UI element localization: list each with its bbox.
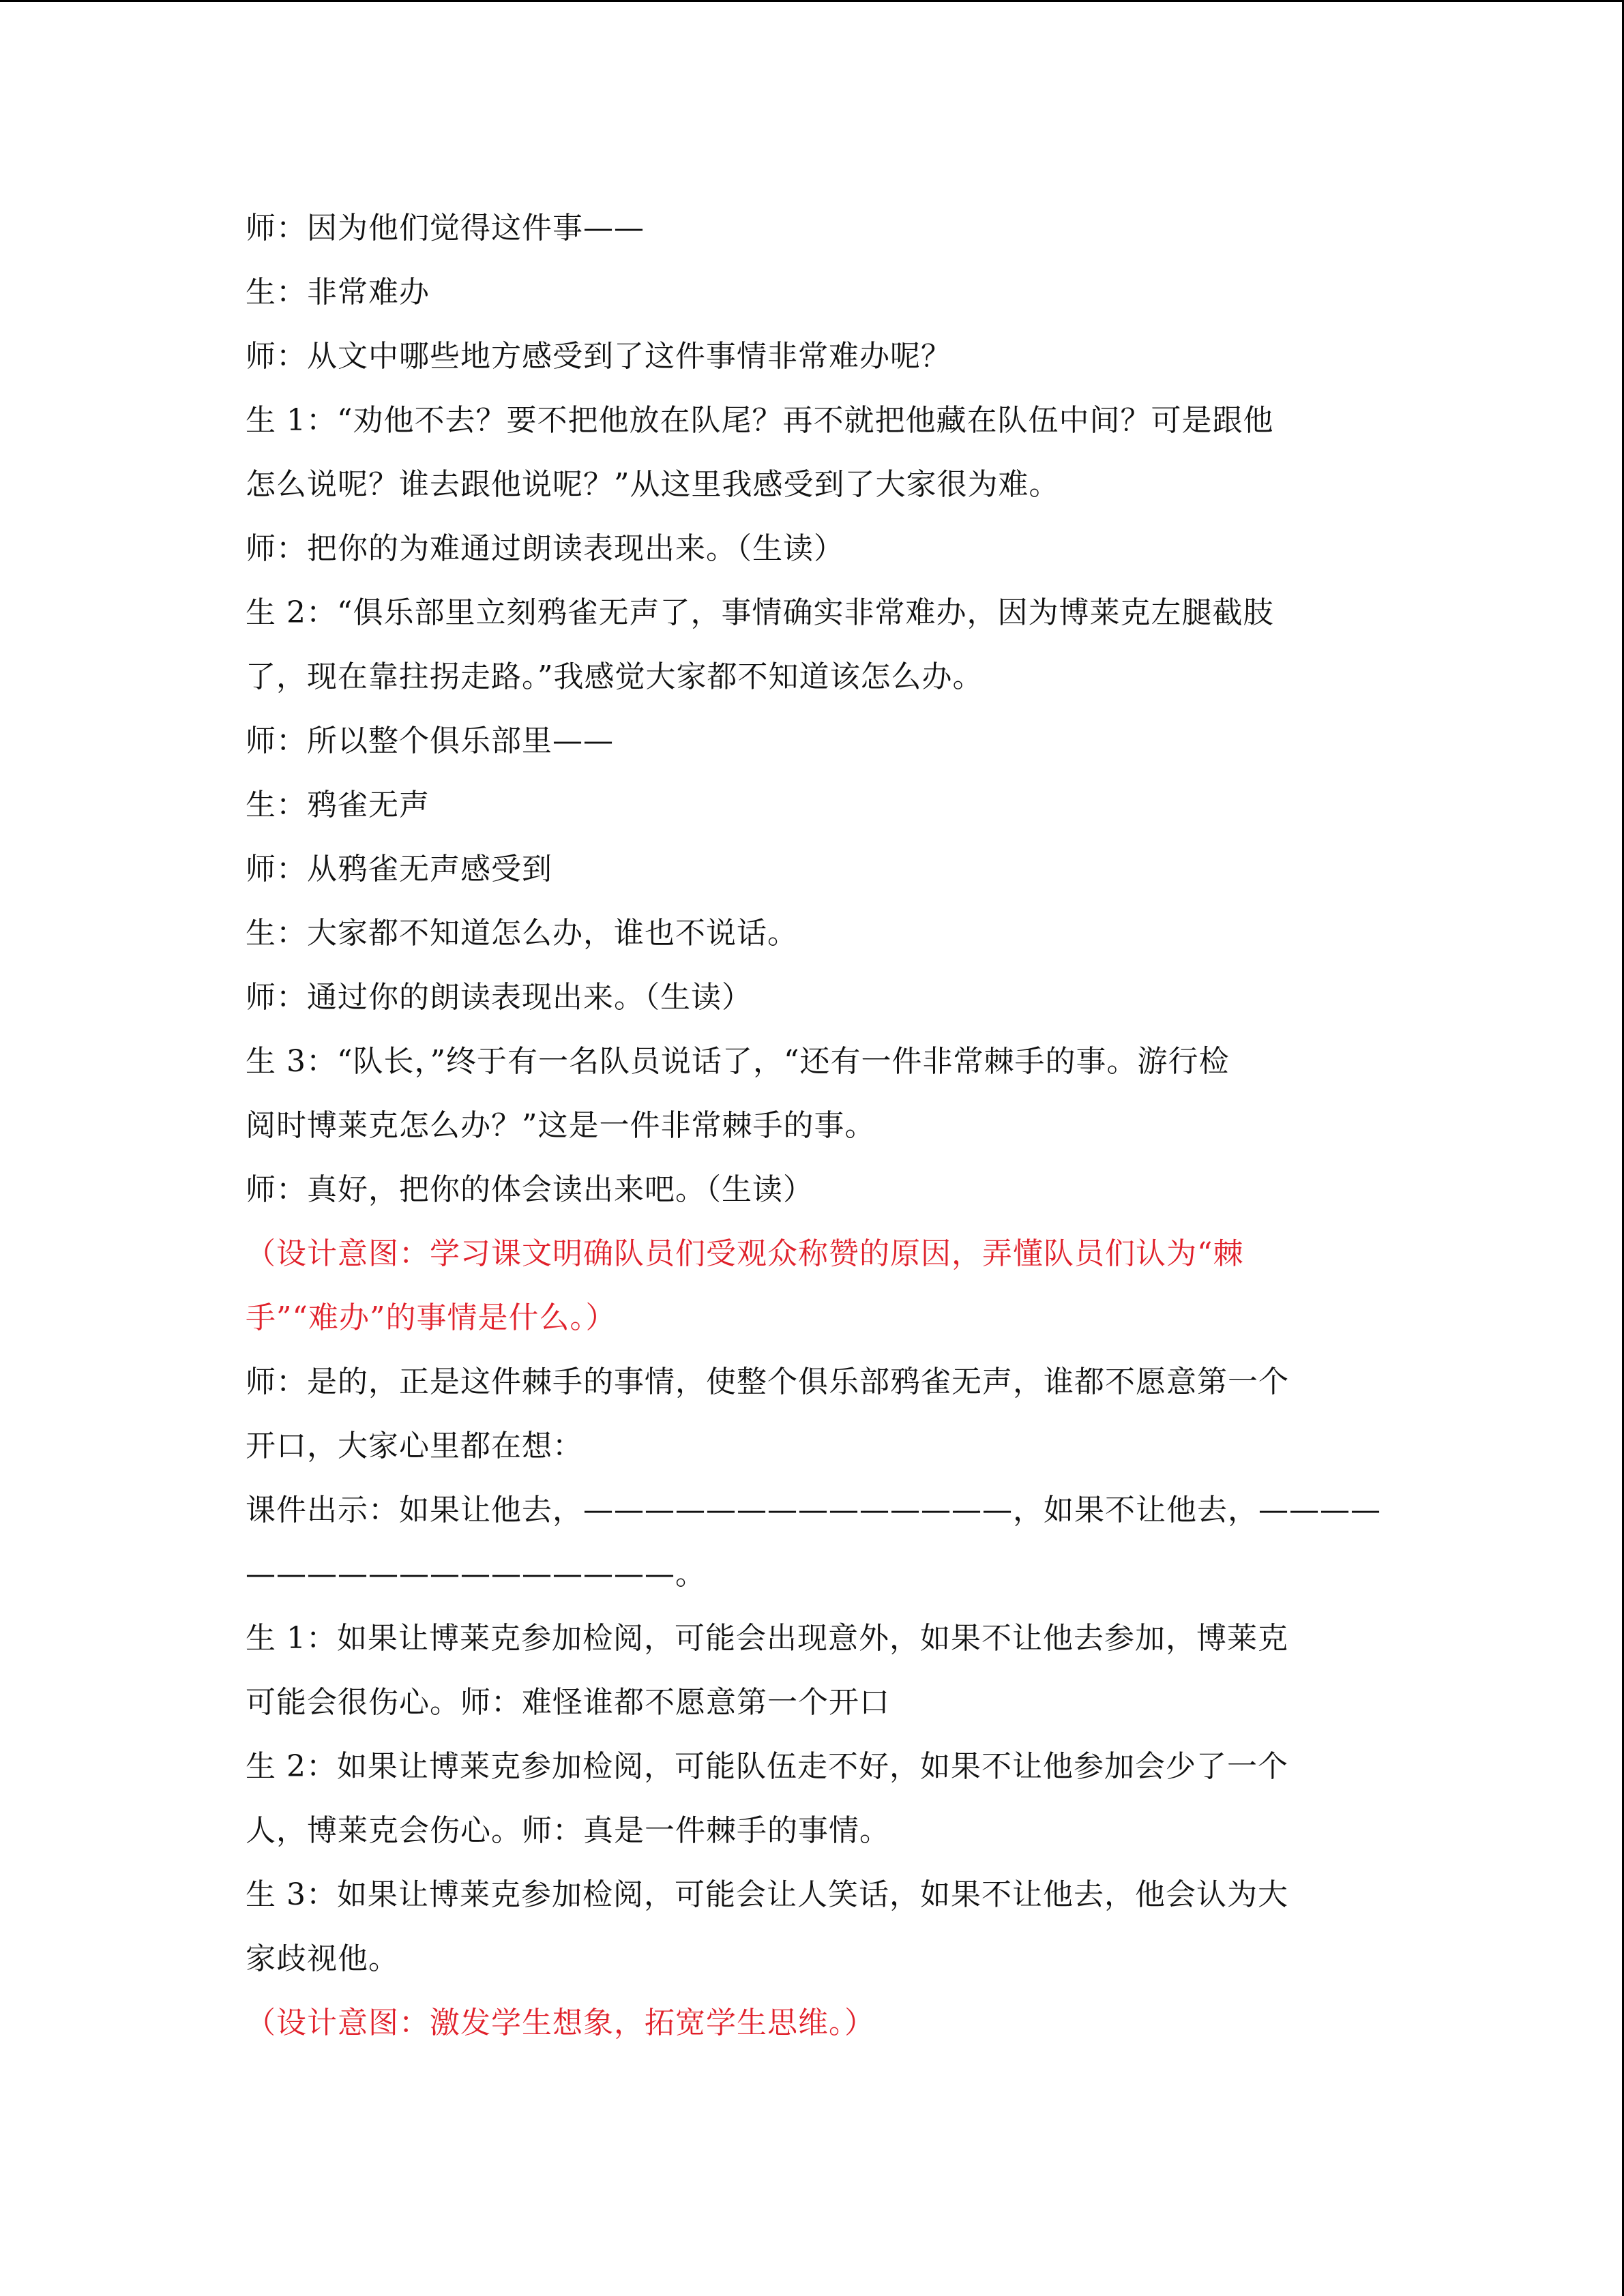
- text-line: 开口，大家心里都在想：: [246, 1429, 583, 1463]
- text-line: 师：通过你的朗读表现出来。（生读）: [246, 980, 752, 1015]
- text-line: 阅时博莱克怎么办？”这是一件非常棘手的事。: [246, 1108, 876, 1143]
- text-line: 家歧视他。: [246, 1941, 399, 1976]
- text-line: 生 1：“劝他不去？要不把他放在队尾？再不就把他藏在队伍中间？可是跟他: [246, 403, 1274, 438]
- text-line: 生 1：如果让博莱克参加检阅，可能会出现意外，如果不让他去参加，博莱克: [246, 1621, 1288, 1656]
- text-line: 生：大家都不知道怎么办，谁也不说话。: [246, 916, 798, 951]
- text-line: ——————————————。: [246, 1557, 706, 1592]
- text-line: 生 3：如果让博莱克参加检阅，可能会让人笑话，如果不让他去，他会认为大: [246, 1877, 1288, 1912]
- text-line: 了，现在靠拄拐走路。”我感觉大家都不知道该怎么办。: [246, 659, 984, 694]
- text-line: 生 3：“队长，”终于有一名队员说话了，“还有一件非常棘手的事。游行检: [246, 1044, 1230, 1079]
- text-line: 师：从鸦雀无声感受到: [246, 852, 552, 886]
- design-intent-annotation: 手”“难办”的事情是什么。）: [246, 1300, 617, 1335]
- text-line: 师：因为他们觉得这件事——: [246, 211, 645, 245]
- text-line: 师：是的，正是这件棘手的事情，使整个俱乐部鸦雀无声，谁都不愿意第一个: [246, 1365, 1289, 1399]
- text-line: 课件出示：如果让他去，——————————————，如果不让他去，————: [246, 1493, 1381, 1527]
- text-line: 师：真好，把你的体会读出来吧。（生读）: [246, 1172, 814, 1207]
- text-line: 生：鸦雀无声: [246, 788, 430, 822]
- page-edge-top: [0, 0, 1624, 2]
- document-body: [246, 196, 1381, 2055]
- text-line: 师：把你的为难通过朗读表现出来。（生读）: [246, 531, 844, 566]
- design-intent-annotation: （设计意图：学习课文明确队员们受观众称赞的原因，弄懂队员们认为“棘: [246, 1236, 1244, 1271]
- text-line: 怎么说呢？谁去跟他说呢？”从这里我感受到了大家很为难。: [246, 467, 1060, 502]
- text-line: 生：非常难办: [246, 275, 430, 310]
- text-line: 可能会很伤心。师：难怪谁都不愿意第一个开口: [246, 1685, 890, 1720]
- text-line: 人，博莱克会伤心。师：真是一件棘手的事情。: [246, 1813, 890, 1848]
- text-line: 生 2：如果让博莱克参加检阅，可能队伍走不好，如果不让他参加会少了一个: [246, 1749, 1288, 1784]
- design-intent-annotation: （设计意图：激发学生想象，拓宽学生思维。）: [246, 2006, 875, 2040]
- text-line: 生 2：“俱乐部里立刻鸦雀无声了，事情确实非常难办，因为博莱克左腿截肢: [246, 595, 1274, 630]
- text-line: 师：所以整个俱乐部里——: [246, 724, 614, 758]
- text-line: 师：从文中哪些地方感受到了这件事情非常难办呢？: [246, 339, 951, 374]
